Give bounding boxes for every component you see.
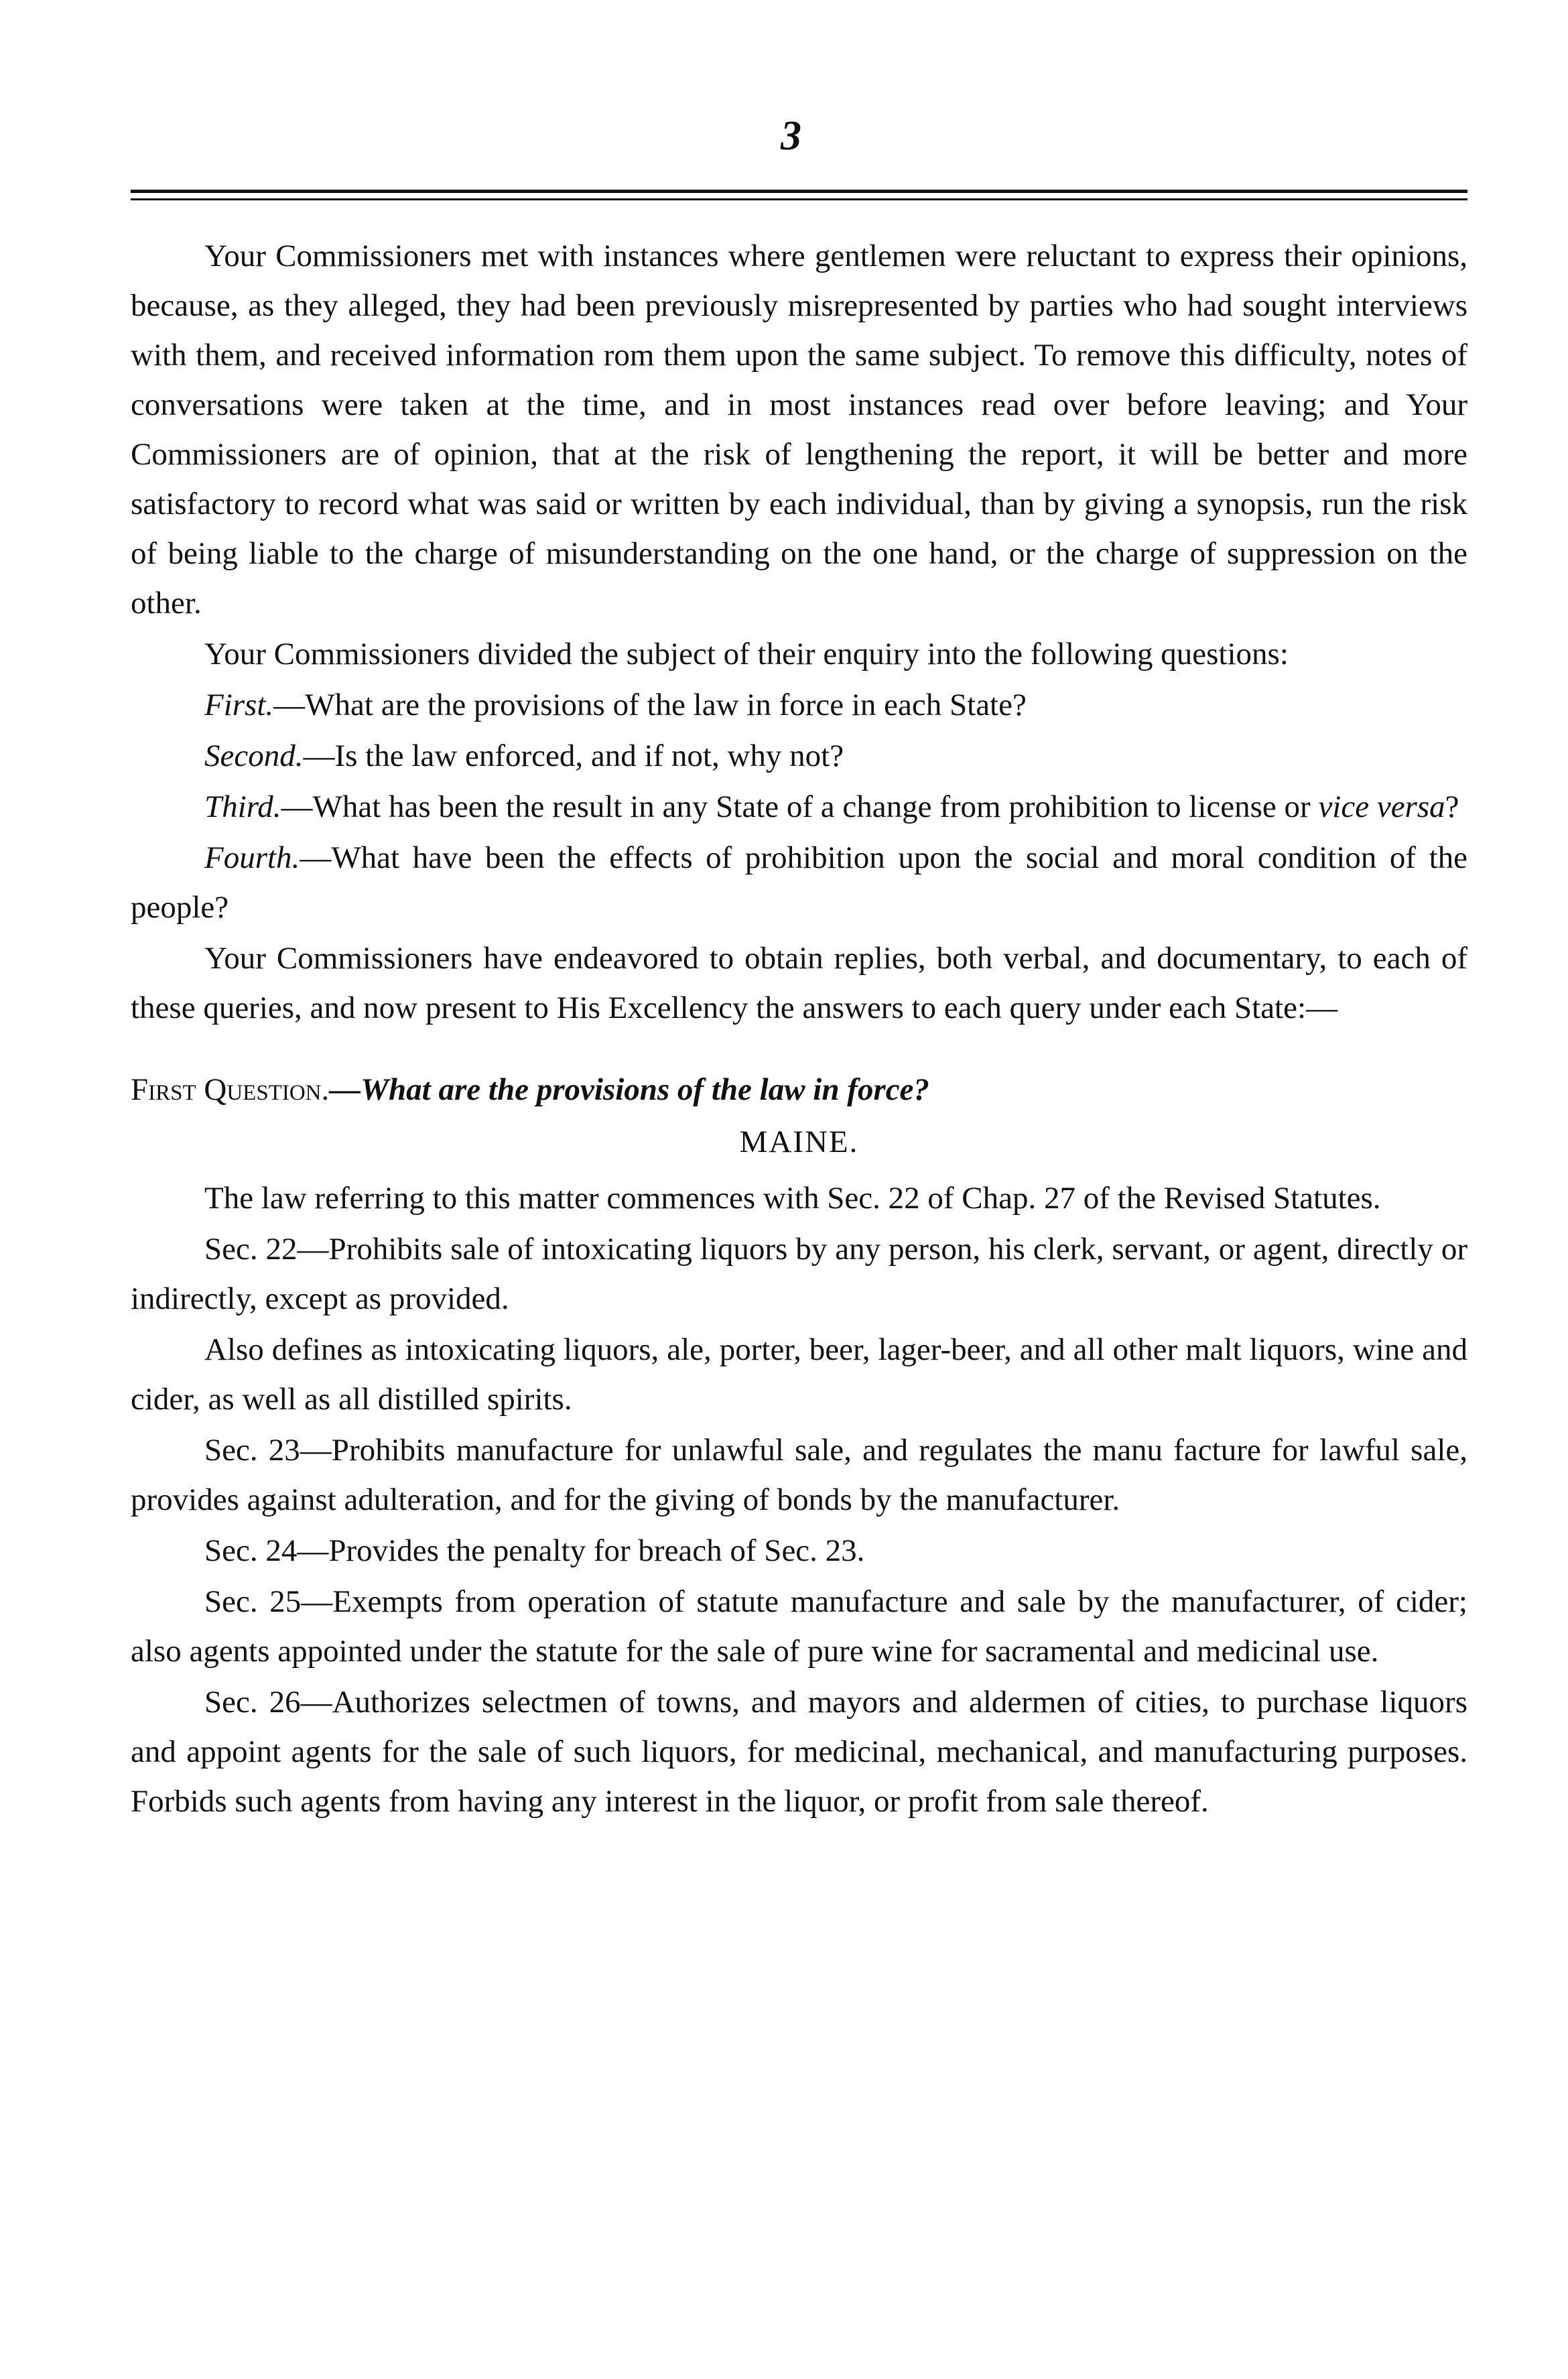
paragraph-replies: Your Commissioners have endeavored to obtain replies, both verbal, and documentary, to each of these queries, and now present to His Excellency the answers to each query under each State:— xyxy=(131,941,1467,1025)
statute-sec-26: Sec. 26—Authorizes selectmen of towns, and mayors and aldermen of cities, to purchase liquors and appoint agents for the sale of such liquors, for medicinal, mechanical, and manufacturing purposes. Forbids such agents from having any interest in the liquor, or profit from sale thereof. xyxy=(131,1685,1467,1819)
heading-text: —What are the provisions of the law in force? xyxy=(329,1072,929,1107)
statute-intro: The law referring to this matter commences with Sec. 22 of Chap. 27 of the Revised Statutes. xyxy=(204,1181,1381,1216)
question-first xyxy=(131,680,1467,730)
question-label: Fourth. xyxy=(204,840,300,875)
statute-definitions: Also defines as intoxicating liquors, ale, porter, beer, lager-beer, and all other malt liquors, wine and cider, as well as all distilled spirits. xyxy=(131,1332,1467,1417)
statute-sec-22: Sec. 22—Prohibits sale of intoxicating liquors by any person, his clerk, servant, or agent, directly or indirectly, except as provided. xyxy=(131,1232,1467,1316)
state-heading: MAINE. xyxy=(739,1124,859,1159)
question-label: Second. xyxy=(204,738,304,773)
question-end: ? xyxy=(1445,789,1459,824)
question-text: —What has been the result in any State of a change from prohibition to license or xyxy=(281,789,1319,824)
statute-sec-24: Sec. 24—Provides the penalty for breach of Sec. 23. xyxy=(204,1533,865,1568)
question-label: First. xyxy=(204,688,274,722)
paragraph-questions-intro: Your Commissioners divided the subject of their enquiry into the following questions: xyxy=(204,637,1289,671)
header-rule-thin xyxy=(131,198,1467,200)
statute-sec-23: Sec. 23—Prohibits manufacture for unlawful sale, and regulates the manu facture for lawful sale, provides against adulteration, and for the giving of bonds by the manufacturer. xyxy=(131,1433,1467,1517)
paragraph-notes: Your Commissioners met with instances where gentlemen were reluctant to express their opinions, because, as they alleged, they had been previously misrepresented by parties who had sought interviews with them, and received information rom them upon the same subject. To remove this difficulty, notes of conversations were taken at the time, and in most instances read over before leaving; and Your Commissioners are of opinion, that at the risk of lengthening the report, it will be better and more satisfactory to record what was said or written by each individual, than by giving a synopsis, run the risk of being liable to the charge of misunderstanding on the one hand, or the charge of suppression on the other. xyxy=(131,239,1467,621)
question-text: —What have been the effects of prohibition upon the social and moral condition of the people? xyxy=(131,840,1467,925)
question-fourth xyxy=(131,833,1467,932)
question-label: Third. xyxy=(204,789,281,824)
header-rule xyxy=(131,190,1467,193)
statute-sec-25: Sec. 25—Exempts from operation of statute manufacture and sale by the manufacturer, of cider; also agents appointed under the statute for the sale of pure wine for sacramental and medicinal use. xyxy=(131,1584,1467,1669)
question-italic: vice versa xyxy=(1318,789,1445,824)
heading-label: First Question. xyxy=(131,1072,330,1107)
section-heading xyxy=(131,1065,1467,1114)
body-text xyxy=(131,231,1467,1827)
question-text: —Is the law enforced, and if not, why not? xyxy=(303,738,844,773)
question-second xyxy=(131,731,1467,781)
page-number: 3 xyxy=(781,113,801,159)
question-third xyxy=(131,782,1467,832)
question-text: —What are the provisions of the law in force in each State? xyxy=(273,688,1027,722)
